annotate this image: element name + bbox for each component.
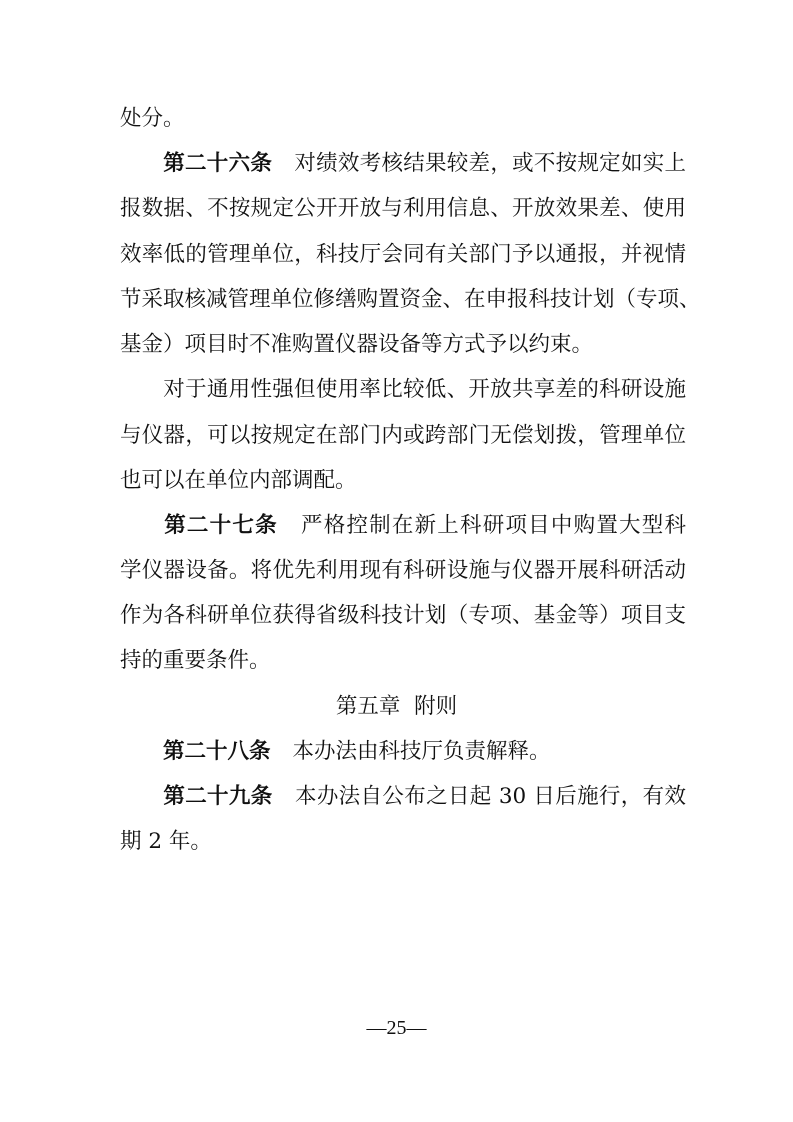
article-28-line (120, 737, 686, 767)
text-line: 期 2 年。 (120, 829, 212, 854)
article-26-first-line (120, 149, 686, 179)
text-line: 严格控制在新上科研项目中购置大型科 (299, 513, 686, 538)
text-line: 基金）项目时不准购置仪器设备等方式予以约束。 (120, 332, 594, 357)
text-line: 对绩效考核结果较差，或不按规定如实上 (294, 151, 686, 176)
paragraph-line (120, 421, 686, 451)
article-29-label: 第二十九条 (163, 784, 273, 809)
article-27-label: 第二十七条 (163, 513, 278, 538)
article-26-line (120, 285, 701, 315)
article-29-first-line (120, 782, 686, 812)
text-line: 也可以在单位内部调配。 (120, 468, 357, 493)
article-27-line (120, 601, 686, 631)
continuation-text (120, 104, 686, 134)
paragraph-line (120, 466, 686, 496)
article-28-label: 第二十八条 (163, 739, 271, 764)
paragraph-first-line (120, 375, 686, 405)
article-27-line (120, 556, 686, 586)
article-26-line (120, 240, 686, 270)
article-29-line (120, 827, 686, 857)
article-26-line (120, 330, 686, 360)
text-line: 作为各科研单位获得省级科技计划（专项、基金等）项目支 (120, 603, 686, 628)
text-line: 本办法由科技厅负责解释。 (292, 739, 551, 764)
text-line: 学仪器设备。将优先利用现有科研设施与仪器开展科研活动 (120, 558, 686, 583)
text-line: 对于通用性强但使用率比较低、开放共享差的科研设施 (163, 377, 686, 402)
page-number: —25— (366, 1017, 427, 1039)
chapter-heading: 第五章 附则 (335, 694, 458, 719)
article-27-line (120, 646, 686, 676)
article-26-line (120, 194, 686, 224)
text-line: 节采取核减管理单位修缮购置资金、在申报科技计划（专项、 (120, 287, 701, 312)
text-line: 本办法自公布之日起 30 日后施行，有效 (294, 784, 686, 809)
text-line: 与仪器，可以按规定在部门内或跨部门无偿划拨，管理单位 (120, 423, 686, 448)
article-26-label: 第二十六条 (163, 151, 273, 176)
text-line: 处分。 (120, 106, 185, 131)
article-27-first-line (120, 511, 686, 541)
text-line: 报数据、不按规定公开开放与利用信息、开放效果差、使用 (120, 196, 686, 221)
text-line: 效率低的管理单位，科技厅会同有关部门予以通报，并视情 (120, 242, 686, 267)
text-line: 持的重要条件。 (120, 648, 271, 673)
